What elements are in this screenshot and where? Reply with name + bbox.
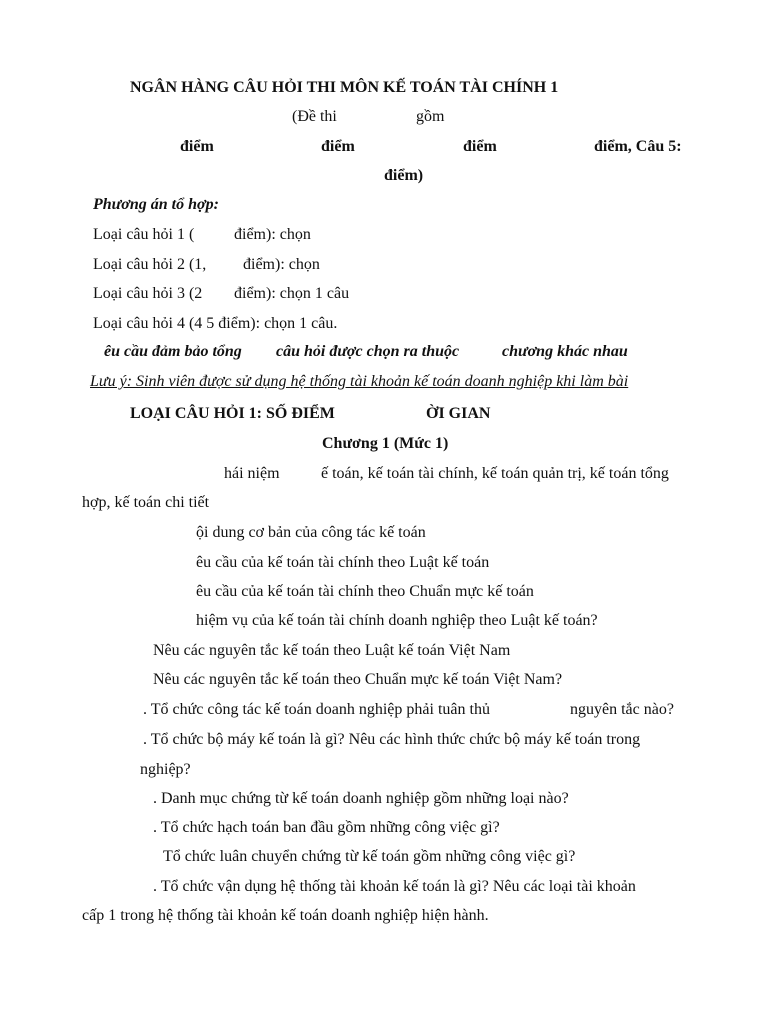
- question-type-3-b: điểm): chọn 1 câu: [234, 285, 350, 302]
- question-1-a: hái niệm: [224, 465, 280, 482]
- chapter-heading: Chương 1 (Mức 1): [322, 435, 449, 452]
- question-13-a: . Tổ chức vận dụng hệ thống tài khoản kế toán là gì? Nêu các loại tài khoản: [153, 878, 636, 895]
- question-5: hiệm vụ của kế toán tài chính doanh nghiệp theo Luật kế toán?: [196, 612, 598, 629]
- question-3: êu cầu của kế toán tài chính theo Luật kế toán: [196, 554, 490, 571]
- question-type-1-b: điểm): chọn: [234, 226, 311, 243]
- question-1-c: hợp, kế toán chi tiết: [82, 494, 210, 511]
- requirement-b: câu hỏi được chọn ra thuộc: [276, 343, 460, 360]
- question-type-4: Loại câu hỏi 4 (4 5 điểm): chọn 1 câu.: [93, 315, 338, 332]
- question-1-b: ế toán, kế toán tài chính, kế toán quản trị, kế toán tổng: [321, 465, 669, 482]
- points-label-5: điểm): [384, 167, 424, 184]
- exam-info-includes: gồm: [416, 108, 445, 125]
- question-12: Tổ chức luân chuyển chứng từ kế toán gồm những công việc gì?: [163, 848, 576, 865]
- points-label-3: điểm: [463, 138, 497, 155]
- question-10: . Danh mục chứng từ kế toán doanh nghiệp gồm những loại nào?: [153, 790, 569, 807]
- question-7: Nêu các nguyên tắc kế toán theo Chuẩn mực kế toán Việt Nam?: [153, 671, 563, 688]
- question-11: . Tổ chức hạch toán ban đầu gồm những công việc gì?: [153, 819, 500, 836]
- question-9-b: nghiệp?: [140, 761, 191, 778]
- question-8-a: . Tổ chức công tác kế toán doanh nghiệp phải tuân thủ: [143, 701, 490, 718]
- exam-info-start: (Đề thi: [292, 108, 337, 125]
- options-heading: Phương án tổ hợp:: [93, 196, 219, 213]
- requirement-a: êu cầu đảm bảo tổng: [104, 343, 242, 360]
- points-label-2: điểm: [321, 138, 355, 155]
- question-2: ội dung cơ bản của công tác kế toán: [196, 524, 426, 541]
- question-6: Nêu các nguyên tắc kế toán theo Luật kế toán Việt Nam: [153, 642, 511, 659]
- section-heading-b: ỜI GIAN: [426, 405, 491, 422]
- question-type-3-a: Loại câu hỏi 3 (2: [93, 285, 203, 302]
- question-8-b: nguyên tắc nào?: [570, 701, 674, 718]
- requirement-c: chương khác nhau: [502, 343, 628, 360]
- points-label-4: điểm, Câu 5:: [594, 138, 682, 155]
- question-4: êu cầu của kế toán tài chính theo Chuẩn mực kế toán: [196, 583, 534, 600]
- question-type-2-b: điểm): chọn: [243, 256, 320, 273]
- usage-note: Lưu ý: Sinh viên được sử dụng hệ thống tài khoản kế toán doanh nghiệp khi làm bài: [90, 373, 629, 390]
- document-title: NGÂN HÀNG CÂU HỎI THI MÔN KẾ TOÁN TÀI CHÍNH 1: [130, 79, 559, 96]
- question-13-b: cấp 1 trong hệ thống tài khoản kế toán doanh nghiệp hiện hành.: [82, 907, 489, 924]
- question-type-1-a: Loại câu hỏi 1 (: [93, 226, 195, 243]
- section-heading-a: LOẠI CÂU HỎI 1: SỐ ĐIỂM: [130, 405, 335, 422]
- question-9-a: . Tổ chức bộ máy kế toán là gì? Nêu các hình thức chức bộ máy kế toán trong: [143, 731, 641, 748]
- points-label-1: điểm: [180, 138, 214, 155]
- question-type-2-a: Loại câu hỏi 2 (1,: [93, 256, 207, 273]
